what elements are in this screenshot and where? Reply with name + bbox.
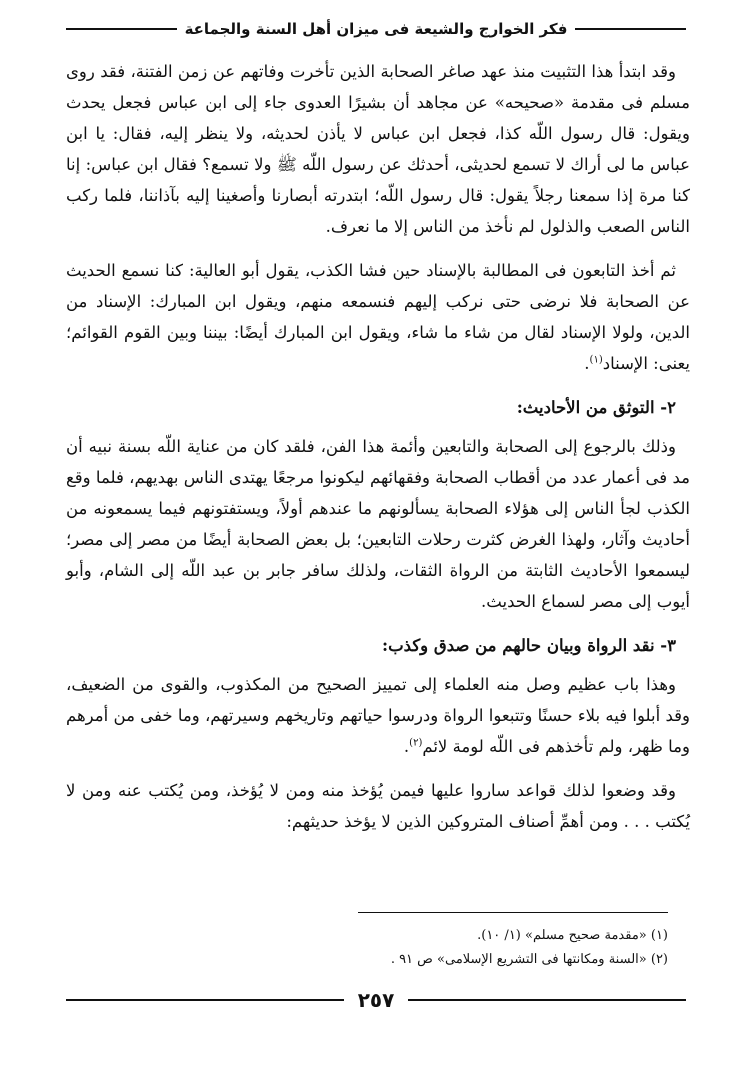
paragraph-2-text: ثم أخذ التابعون فى المطالبة بالإسناد حين فشا الكذب، يقول أبو العالية: كنا نسمع الحديث عن الصحابة فلا نرضى حتى نركب إليهم فنسمعه منهم، ويقول ابن المبارك: الإسناد من الدين، ولولا الإسناد لقال من شاء ما شاء، ويقول ابن المبارك أيضًا: بيننا وبين القوم القوائم؛ يعنى: الإسناد (66, 261, 690, 373)
page-footer (66, 985, 686, 1015)
page-number: ٢٥٧ (357, 988, 395, 1012)
footnote-2: (٢) «السنة ومكانتها فى التشريع الإسلامى» ص ٩١ . (390, 952, 668, 967)
paragraph-4-text: وهذا باب عظيم وصل منه العلماء إلى تمييز الصحيح من المكذوب، والقوى من الضعيف، وقد أبلوا فيه بلاء حسنًا وتتبعوا الرواة ودرسوا حياتهم وتاريخهم وسيرتهم، وما خفى من أمرهم وما ظهر، ولم تأخذهم فى اللّه لومة لائم (66, 675, 690, 756)
header-rule-left (66, 28, 177, 30)
paragraph-2: ثم أخذ التابعون فى المطالبة بالإسناد حين فشا الكذب، يقول أبو العالية: كنا نسمع الحديث عن الصحابة فلا نرضى حتى نركب إليهم فنسمعه منهم، ويقول ابن المبارك: الإسناد من الدين، ولولا الإسناد لقال من شاء ما شاء، ويقول ابن المبارك أيضًا: بيننا وبين القوم القوائم؛ يعنى: الإسناد$^{(١)}$. (66, 261, 690, 373)
footnote-ref-2: (٢) (409, 737, 423, 749)
footnote-separator (358, 912, 668, 913)
header-rule-right (575, 28, 686, 30)
footnote-ref-1: (١) (589, 354, 603, 366)
footnotes (48, 924, 668, 972)
header-title: فكر الخوارج والشيعة فى ميزان أهل السنة والجماعة (184, 20, 568, 38)
main-text (66, 56, 690, 850)
paragraph-3: وذلك بالرجوع إلى الصحابة والتابعين وأئمة هذا الفن، فلقد كان من عناية اللّه بسنة نبيه أن مد فى أعمار عدد من أقطاب الصحابة وفقهائهم ليكونوا مرجعًا يهتدى الناس بهديهم، فلما وقع الكذب لجأ الناس إلى هؤلاء الصحابة يسألونهم ما عندهم أولاً، ويستفتونهم فيما يسمعونه من أحاديث وآثار، ولهذا الغرض كثرت رحلات التابعين؛ بل بعض الصحابة أيضًا من مصر إلى مصر؛ ليسمعوا الأحاديث الثابتة من الرواة الثقات، ولذلك سافر جابر بن عبد اللّه إلى الشام، وأبو أيوب إلى مصر لسماع الحديث. (66, 437, 690, 611)
footer-rule-left (66, 999, 344, 1001)
paragraph-1: وقد ابتدأ هذا التثبيت منذ عهد صاغر الصحابة الذين تأخرت وفاتهم عن زمن الفتنة، فقد روى مسلم فى مقدمة «صحيحه» عن مجاهد أن بشيرًا العدوى جاء إلى ابن عباس فجعل يحدث ويقول: قال رسول اللّه كذا، فجعل ابن عباس لا يأذن لحديثه، ولا ينظر إليه، فقال: يا ابن عباس ما لى أراك لا تسمع لحديثى، أحدثك عن رسول اللّه ﷺ ولا تسمع؟ فقال ابن عباس: إنا كنا مرة إذا سمعنا رجلاً يقول: قال رسول اللّه؛ ابتدرته أبصارنا وأصغينا إليه بآذاننا، فلما ركب الناس الصعب والذلول لم نأخذ من الناس إلا ما نعرف. (66, 62, 690, 236)
running-header (66, 14, 686, 44)
footer-rule-right (408, 999, 686, 1001)
footnote-1: (١) «مقدمة صحيح مسلم» (١/ ١٠). (477, 928, 668, 943)
section-heading-2: ٢- التوثق من الأحاديث: (516, 398, 676, 417)
paragraph-4: وهذا باب عظيم وصل منه العلماء إلى تمييز الصحيح من المكذوب، والقوى من الضعيف، وقد أبلوا فيه بلاء حسنًا وتتبعوا الرواة ودرسوا حياتهم وتاريخهم وسيرتهم، وما خفى من أمرهم وما ظهر، ولم تأخذهم فى اللّه لومة لائم$^{(٢)}$. (66, 675, 690, 756)
section-heading-3: ٣- نقد الرواة وبيان حالهم من صدق وكذب: (382, 636, 676, 655)
paragraph-5: وقد وضعوا لذلك قواعد ساروا عليها فيمن يُؤخذ منه ومن لا يُؤخذ، ومن يُكتب عنه ومن لا يُكتب . . . ومن أهمِّ أصناف المتروكين الذين لا يؤخذ حديثهم: (66, 781, 690, 831)
